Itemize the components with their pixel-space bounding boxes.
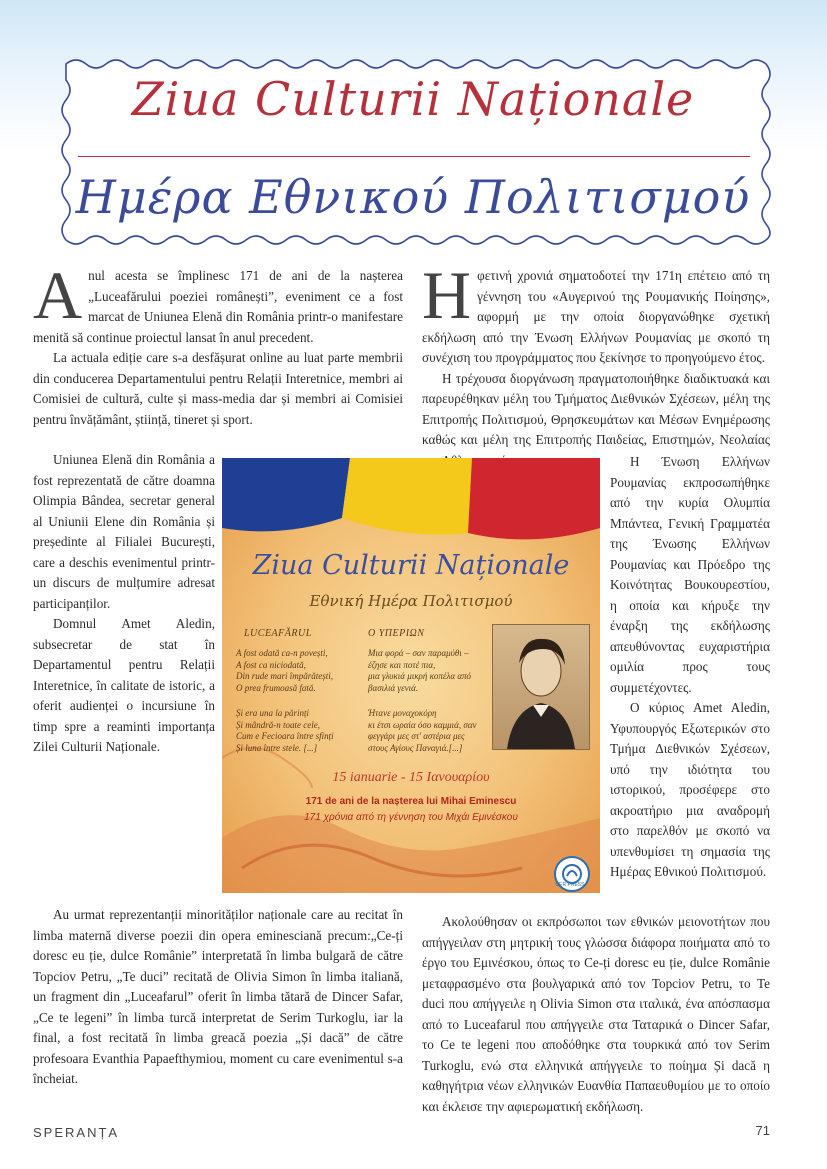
title-divider (78, 156, 750, 157)
greek-dropcap: Η (422, 257, 472, 333)
poster-heading-romanian: LUCEAFĂRUL (244, 628, 312, 639)
greek-article-bottom (422, 912, 770, 1117)
romanian-paragraph-4: Domnul Amet Aledin, subsecretar de stat în Departamentul pentru Relații Interetnice, în calitate de istoric, a oferit audienței o incursiune în timp spre a reaminti importanța Zilei Culturii Naționale. (33, 616, 215, 754)
poster-verse-greek-1: Μια φορά – σαν παραμύθι – έζησε και ποτέ πια, μια γλυκιά μικρή κοπέλα από βασιλιά γενιά. (368, 648, 472, 693)
greek-article-middle (610, 452, 770, 883)
poster-verse-greek-2: Ήτανε μοναχοκόρη κι έτσι ωραία όσο καμμιά, σαν φεγγάρι μες στ' αστέρια μες στους Αγίους Παναγιά.[...] (368, 708, 477, 753)
romanian-paragraph-1: Anul acesta se împlinesc 171 de ani de la nașterea „Luceafărului poeziei românești”, eveniment ce a fost marcat de Uniunea Elenă din România printr-o manifestare menită să continue proiectul lansat în anul precedent. (33, 257, 403, 345)
greek-paragraph-5: Ακολούθησαν οι εκπρόσωποι των εθνικών μειονοτήτων που απήγγειλαν στη μητρική τους γλώσσα διάφορα ποιήματα από το έργο του Εμινέσκου, όπως το Ce-ți doresc eu ție, dulce Românie μεταφρασμένο στα βουλγαρικά από τον Topciov Petru, το Te duci που απήγγειλε η Olivia Simon στα ιταλικά, ένα απόσπασμα από το Luceafarul που απήγγειλε στα Ταταρικά ο Dincer Safar, το Ce te legeni που αποδόθηκε στα τουρκικά από τον Serim Turkoglu, ενώ στα ελληνικά απήγγειλε το ποίημα Și dacă η καθηγήτρια νέων ελληνικών Ευανθία Παπαευθυμίου με το οποίο και έκλεισε την αφιερωματική εκδήλωση. (422, 914, 770, 1114)
portrait-sketch (493, 625, 589, 749)
greek-paragraph-2: Η τρέχουσα διοργάνωση πραγματοποιήθηκε διαδικτυακά και παρευρέθηκαν μέλη του Τμήματος Διεθνικών Σχέσεων, μέλη της Επιτροπής Πολιτισμού, Θρησκευμάτων και Μέσων Ενημέρωσης καθώς και μέλη της Επιτροπής Παιδείας, Επιστημών, Νεολαίας (422, 370, 770, 447)
poster-verse-romanian-2: Și era una la părinți Și mândră-n toate cele, Cum e Fecioara între sfinți Și luna între stele. [...] (236, 708, 334, 753)
poster-anniversary-romanian: 171 de ani de la nașterea lui Mihai Eminescu (305, 796, 517, 807)
romanian-paragraph-2: La actuala ediție care s-a desfășurat online au luat parte membrii din conducerea Departamentului pentru Relații Interetnice, membri ai Comisiei de cultură, culte și mass-media dar și membri ai Comisiei pentru învățământ, știință, tineret și sport. (33, 350, 403, 427)
romanian-paragraph-5: Au urmat reprezentanții minorităților naționale care au recitat în limba maternă diverse poezii din opera eminesciană precum:„Ce-ți doresc eu ție, dulce Românie” interpretată în limba bulgară de către Topciov Petru, „Te duci” recitată de Olivia Simon în limba italiană, un fragment din „Luceafarul” oferit în limba tătară de Dincer Safar, „Ce te legeni” în limba turcă interpretat de Serim Turkoglu, iar la final, a fost recitată în limba greacă poezia „Și dacă” de către profesoara Evanthia Papaefthymiou, moment cu care evenimentul s-a încheiat. (33, 907, 403, 1086)
event-poster (222, 458, 600, 893)
title-romanian: Ziua Culturii Naționale (131, 72, 695, 126)
greek-paragraph-1: Ηφετινή χρονιά σηματοδοτεί την 171η επέτειο από τη γέννηση του «Αυγερινού της Ρουμανικής Ποίησης», αφορμή με την οποία διοργανώθηκε σχετική εκδήλωση από την Ένωση Ελλήνων Ρουμανίας με σκοπό τη συνέχιση του προγράμματος που ξεκίνησε το προηγούμενο έτος. (422, 257, 770, 365)
page-number: 71 (755, 1123, 770, 1138)
romanian-paragraph-3: Uniunea Elenă din România a fost reprezentată de către doamna Olimpia Bândea, secretar general al Uniunii Elene din România și președinte al Filialei București, care a deschis evenimentul printr-un discurs de mulțumire adresat participanților. (33, 452, 215, 611)
poster-subtitle: Εθνική Ημέρα Πολιτισμού (309, 592, 513, 610)
greek-paragraph-3: Η Ένωση Ελλήνων Ρουμανίας εκπροσωπήθηκε από την κυρία Ολυμπία Μπάντεα, Γενική Γραμματέα της Ένωσης Ελλήνων Ρουμανίας και Πρόεδρο της Κοινότητας Βουκουρεστίου, η οποία και κήρυξε την έναρξη της εκδήλωσης απευθύνοντας ευχαριστήρια ομιλία προς τους συμμετέχοντες. (610, 454, 770, 695)
flag-blue-stripe (222, 458, 350, 531)
magazine-name: SPERANȚA (33, 1125, 120, 1140)
eminescu-portrait (492, 624, 590, 750)
poster-title: Ziua Culturii Naționale (252, 550, 570, 581)
title-greek: Ημέρα Εθνικού Πολιτισμού (75, 170, 751, 224)
uer-press-logo-text: UER PRESS (555, 882, 585, 888)
poster-heading-greek: Ο ΥΠΕΡΙΩΝ (368, 628, 425, 639)
romanian-article-top (33, 257, 403, 430)
greek-paragraph-4: Ο κύριος Amet Aledin, Υφυπουργός Εξωτερικών στο Τμήμα Διεθνικών Σχέσεων, υπό την ιδιότητα του ιστορικού, προσέφερε στο ακροατήριο μια αναδρομή στο παρελθόν με σκοπό να υπενθυμίσει τη σημασία της Ημέρας Εθνικού Πολιτισμού. (610, 700, 770, 879)
romanian-article-bottom (33, 905, 403, 1090)
flag-red-stripe (468, 458, 600, 539)
poster-anniversary-greek: 171 χρόνια από τη γέννηση του Μιχάι Εμινέσκου (304, 812, 518, 823)
poster-swirl-bottom (222, 815, 600, 893)
poster-dates: 15 ianuarie - 15 Ιανουαρίου (332, 770, 490, 785)
flag-yellow-stripe (342, 458, 472, 535)
romanian-dropcap: A (33, 257, 83, 333)
poster-verse-romanian-1: A fost odată ca-n povești, A fost ca niciodată, Din rude mari împărătești, O prea frumoasă fată. (236, 648, 334, 693)
romanian-article-middle (33, 450, 215, 758)
